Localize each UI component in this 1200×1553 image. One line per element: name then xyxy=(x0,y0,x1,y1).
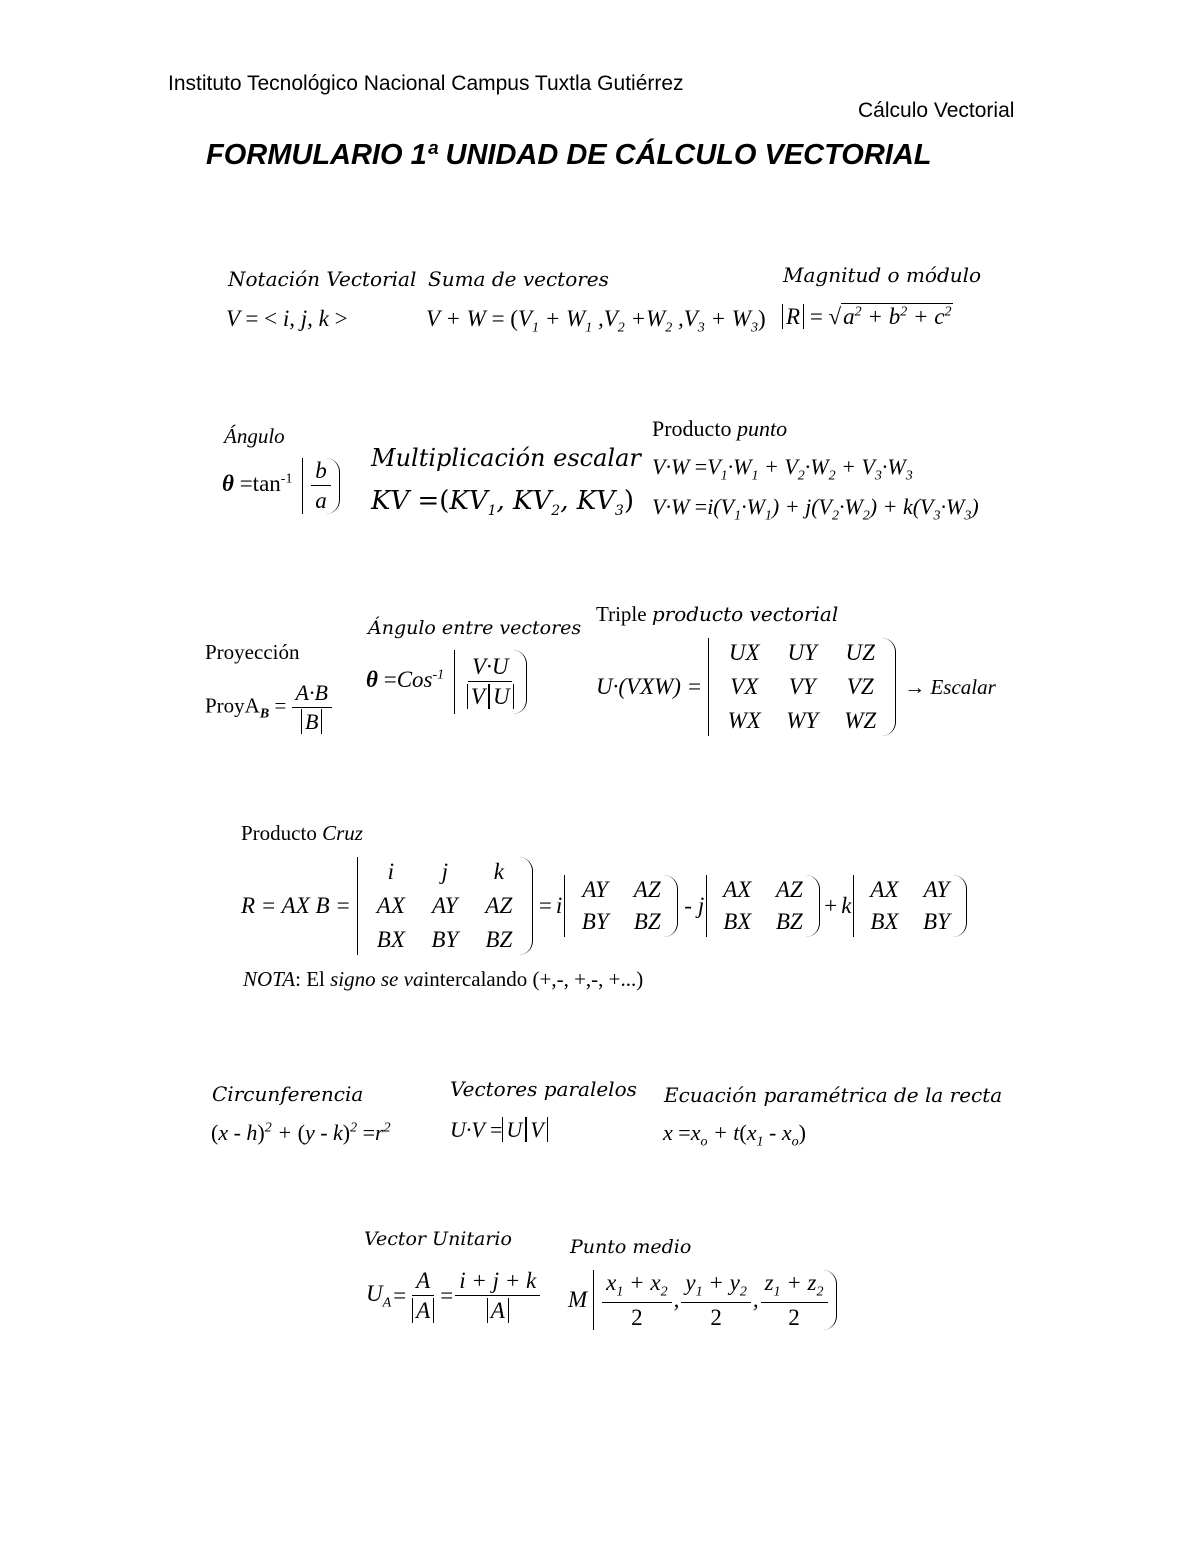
course-name: Cálculo Vectorial xyxy=(858,99,1015,122)
circunferencia-formula: $(x - h)^2 + (y - k)^2 =r^2$ xyxy=(211,1120,391,1145)
triple-matrix-cell: VX xyxy=(730,674,759,699)
cruz-label xyxy=(241,821,363,846)
cruz-matrix-cell: j xyxy=(441,859,449,884)
cruz-nota xyxy=(243,967,643,992)
suma-formula: $V + W = (V_1 + W_1$ $,V_2 +W_2$ $,V_3 + W_3$) xyxy=(426,306,766,336)
notacion-label: Notación Vectorial xyxy=(228,267,417,291)
cruz-label-a: Producto xyxy=(241,821,317,845)
cruz-minor-3-cell: BY xyxy=(923,909,950,934)
angulo-label: Ángulo xyxy=(224,424,285,448)
nota-text-2: signo se va xyxy=(330,967,424,991)
cruz-formula: R = AX B = i j k AX AY AZ BX BY BZ = i AY AZ BY BZ - j AX AZ BX BZ + k AX AY BX BY xyxy=(241,857,967,955)
mult-escalar-formula: KV $=(KV_1$, $KV_2$, $KV_3$) xyxy=(371,486,634,520)
cruz-matrix-cell: k xyxy=(493,859,504,884)
suma-label: Suma de vectores xyxy=(428,267,609,291)
triple-matrix-cell: UX xyxy=(728,640,760,665)
producto-punto-label-b: punto xyxy=(736,416,788,441)
angulo-vectores-formula: θ =Cos$^{-1}$ $\frac{V\cdot U}{\text{V U}}$ xyxy=(366,650,527,714)
cruz-minor-3 xyxy=(853,875,967,937)
cruz-minor-1-cell: AZ xyxy=(633,877,661,902)
cruz-minor-3-cell: BX xyxy=(870,909,899,934)
triple-formula xyxy=(596,638,996,736)
unitario-formula: $U_A$ = $\frac{A}{A}$ = $\frac{i + j + k}{A}$ xyxy=(366,1268,540,1324)
cruz-minor-2 xyxy=(706,875,820,937)
cruz-minor-2-cell: AX xyxy=(723,877,752,902)
triple-matrix-cell: WX xyxy=(727,708,761,733)
cruz-minor-3-cell: AY xyxy=(923,877,950,902)
cruz-matrix-cell: AX xyxy=(376,893,405,918)
triple-matrix-cell: VZ xyxy=(846,674,874,699)
triple-lhs: U·(VXW) = xyxy=(596,674,703,699)
cruz-minor-2-cell: AZ xyxy=(775,877,803,902)
nota-text-1: : El xyxy=(295,967,325,991)
cruz-minor-2-cell: BZ xyxy=(775,909,803,934)
page-title: FORMULARIO 1ª UNIDAD DE CÁLCULO VECTORIAL xyxy=(206,139,932,171)
cruz-minor-1-cell: BZ xyxy=(633,909,661,934)
punto-medio-formula: M $\frac{x_1 + x_2}{2}$ , $\frac{y_1 + y_2}{2}$ , $\frac{z_1 + z_2}{2}$ xyxy=(568,1270,837,1330)
cruz-minor-1 xyxy=(564,875,678,937)
cruz-matrix-cell: BY xyxy=(431,927,459,952)
cruz-minor-1-cell: BY xyxy=(581,909,609,934)
cruz-label-b: Cruz xyxy=(322,821,363,845)
unitario-label: Vector Unitario xyxy=(364,1228,512,1250)
proyeccion-label: Proyección xyxy=(205,640,300,664)
mult-escalar-label: Multiplicación escalar xyxy=(371,444,641,472)
cruz-matrix-cell: BX xyxy=(376,927,405,952)
parametrica-label: Ecuación paramétrica de la recta xyxy=(664,1083,1003,1107)
triple-matrix xyxy=(708,638,896,736)
circunferencia-label: Circunferencia xyxy=(212,1082,364,1106)
parametrica-formula: $x =x_o + t(x_1 - x_o)$ xyxy=(663,1120,806,1150)
cruz-matrix-cell: AY xyxy=(432,893,458,918)
cruz-minor-1-cell: AY xyxy=(582,877,608,902)
institution-header: Instituto Tecnológico Nacional Campus Tuxtla Gutiérrez xyxy=(168,72,684,95)
notacion-formula: V = < i, j, k > xyxy=(226,306,348,331)
triple-matrix-cell: VY xyxy=(788,674,816,699)
triple-matrix-cell: UZ xyxy=(845,640,875,665)
cruz-lhs: R = AX B = xyxy=(241,893,351,918)
punto-medio-label: Punto medio xyxy=(570,1236,692,1258)
producto-punto-label-a: Producto xyxy=(652,416,732,441)
paralelos-label: Vectores paralelos xyxy=(450,1077,637,1101)
angulo-vectores-label: Ángulo entre vectores xyxy=(368,617,582,639)
cruz-matrix xyxy=(357,857,533,955)
magnitud-formula: $R = √a^2 + b^2 + c^2$ xyxy=(782,304,953,330)
producto-punto-label xyxy=(652,416,787,442)
triple-result: → Escalar xyxy=(904,674,996,699)
nota-text-3: intercalando (+,-, +,-, +...) xyxy=(423,967,644,991)
cruz-matrix-cell: AZ xyxy=(485,893,513,918)
proyeccion-formula: ProyA$_B$ = $\frac{A\cdot B}{B}$ xyxy=(205,681,332,734)
magnitud-label: Magnitud o módulo xyxy=(783,263,982,287)
triple-label-b: producto vectorial xyxy=(651,602,839,626)
producto-punto-formula-2: $V\cdot W =i(V_1\cdot W_1) + j(V_2\cdot W_2) + k(V_3\cdot W_3)$ xyxy=(652,494,979,524)
triple-matrix-cell: WY xyxy=(786,708,819,733)
triple-matrix-cell: WZ xyxy=(844,708,877,733)
angulo-formula: $\theta =\tan^{-1}$ $\frac{b}{a}$ xyxy=(222,458,340,514)
producto-punto-formula-1: $V\cdot W =V_1\cdot W_1 + V_2\cdot W_2 + V_3\cdot W_3$ xyxy=(652,454,913,484)
cruz-minor-3-cell: AX xyxy=(870,877,899,902)
paralelos-formula: U·V = U V xyxy=(450,1117,548,1143)
cruz-matrix-cell: BZ xyxy=(485,927,513,952)
triple-matrix-cell: UY xyxy=(787,640,817,665)
cruz-matrix-cell: i xyxy=(387,859,395,884)
triple-label xyxy=(596,602,838,627)
triple-label-a: Triple xyxy=(596,602,647,626)
nota-label: NOTA xyxy=(243,967,296,991)
cruz-minor-2-cell: BX xyxy=(723,909,752,934)
